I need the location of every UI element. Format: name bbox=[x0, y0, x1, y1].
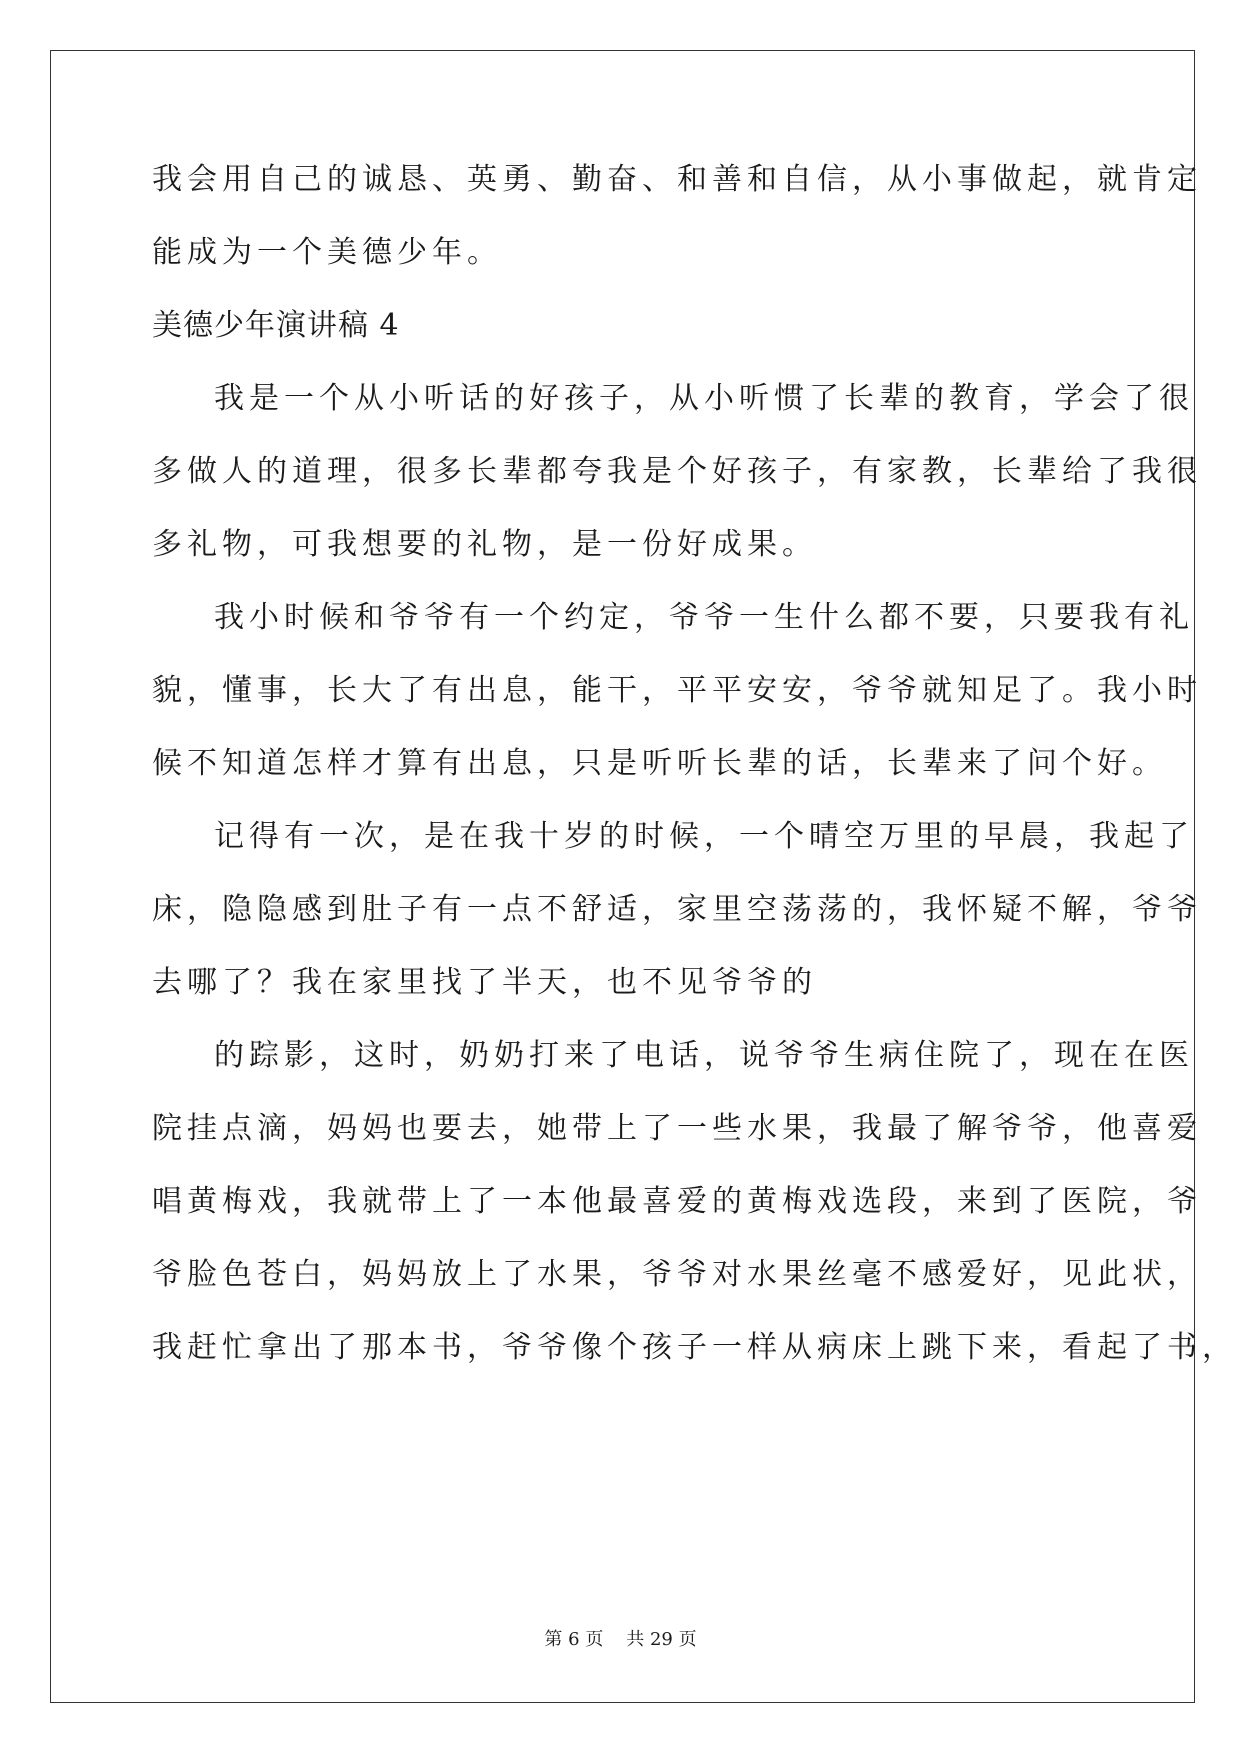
text-line: 多做人的道理，很多长辈都夸我是个好孩子，有家教，长辈给了我很 bbox=[152, 454, 1202, 489]
paragraph-start-line: 我小时候和爷爷有一个约定，爷爷一生什么都不要，只要我有礼 bbox=[214, 600, 1194, 635]
paragraph-start-line: 的踪影，这时，奶奶打来了电话，说爷爷生病住院了，现在在医 bbox=[214, 1038, 1194, 1073]
text-line: 候不知道怎样才算有出息，只是听听长辈的话，长辈来了问个好。 bbox=[152, 746, 1167, 781]
text-line: 唱黄梅戏，我就带上了一本他最喜爱的黄梅戏选段，来到了医院，爷 bbox=[152, 1184, 1202, 1219]
text-line: 多礼物，可我想要的礼物，是一份好成果。 bbox=[152, 527, 817, 562]
paragraph-start-line: 记得有一次，是在我十岁的时候，一个晴空万里的早晨，我起了 bbox=[214, 819, 1194, 854]
text-line: 我赶忙拿出了那本书，爷爷像个孩子一样从病床上跳下来，看起了书， bbox=[152, 1330, 1237, 1365]
text-line: 能成为一个美德少年。 bbox=[152, 235, 502, 270]
page-border bbox=[50, 50, 1195, 1703]
section-title: 美德少年演讲稿 4 bbox=[152, 308, 400, 343]
page-footer bbox=[0, 1628, 1241, 1652]
text-line: 我会用自己的诚恳、英勇、勤奋、和善和自信，从小事做起，就肯定 bbox=[152, 162, 1202, 197]
text-line: 去哪了？我在家里找了半天，也不见爷爷的 bbox=[152, 965, 817, 1000]
text-line: 院挂点滴，妈妈也要去，她带上了一些水果，我最了解爷爷，他喜爱 bbox=[152, 1111, 1202, 1146]
page-total: 共 29 页 bbox=[626, 1629, 697, 1650]
text-line: 貌，懂事，长大了有出息，能干，平平安安，爷爷就知足了。我小时 bbox=[152, 673, 1202, 708]
page-number: 第 6 页 bbox=[544, 1629, 604, 1650]
text-line: 床，隐隐感到肚子有一点不舒适，家里空荡荡的，我怀疑不解，爷爷 bbox=[152, 892, 1202, 927]
paragraph-start-line: 我是一个从小听话的好孩子，从小听惯了长辈的教育，学会了很 bbox=[214, 381, 1194, 416]
text-line: 爷脸色苍白，妈妈放上了水果，爷爷对水果丝毫不感爱好，见此状， bbox=[152, 1257, 1202, 1292]
